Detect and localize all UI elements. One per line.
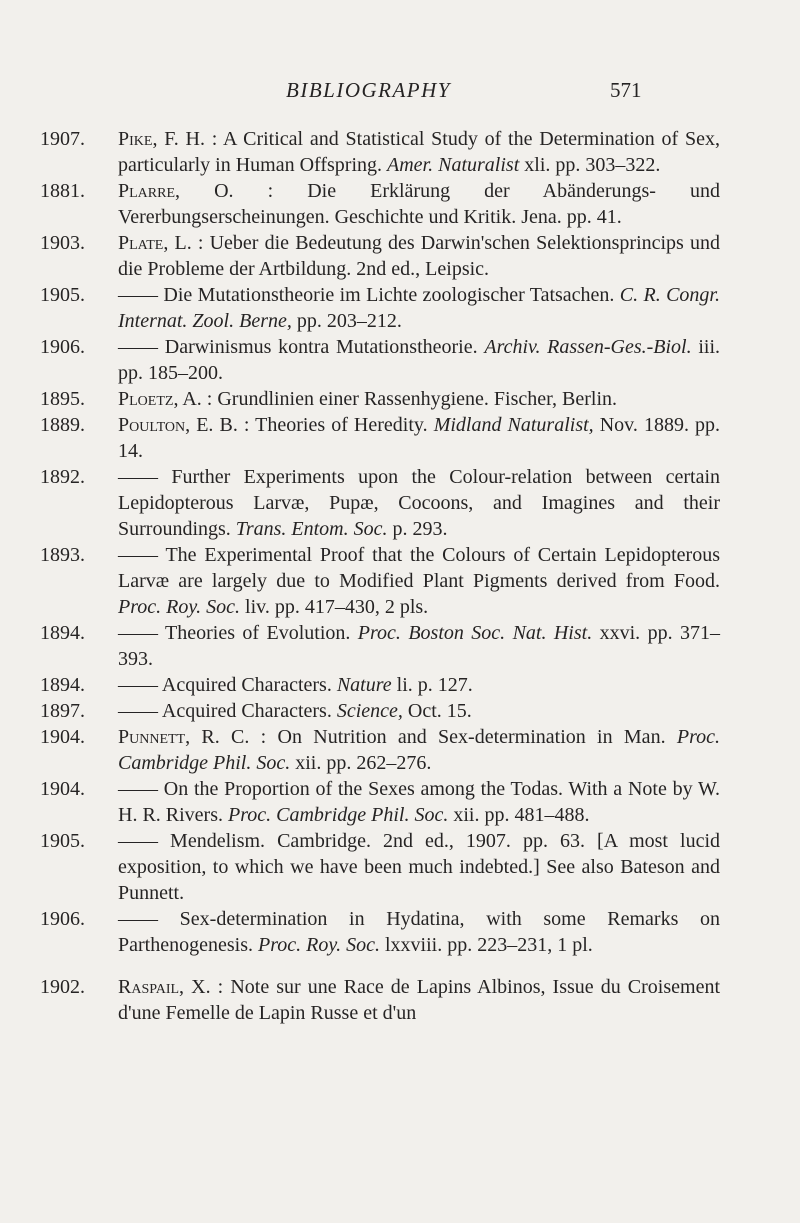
entry-text <box>118 776 720 828</box>
entry-text <box>118 828 720 906</box>
bibliography-entry <box>40 464 720 542</box>
entry-year: 1906. <box>40 908 85 930</box>
entry-separator: : <box>204 128 223 150</box>
entry-citation: xxvi. pp. 371–393. <box>118 622 720 670</box>
bibliography-entry <box>40 698 720 724</box>
entry-text <box>118 178 720 230</box>
entry-journal: C. R. Congr. Internat. Zool. Berne, <box>118 284 720 332</box>
entry-author: —— <box>118 622 158 644</box>
entry-author: —— <box>118 778 158 800</box>
entry-citation: xii. pp. 262–276. <box>290 752 432 774</box>
entry-citation: xli. pp. 303–322. <box>519 154 661 176</box>
entry-text <box>118 230 720 282</box>
bibliography-entry <box>40 906 720 958</box>
bibliography-entry <box>40 776 720 828</box>
entry-author: —— <box>118 336 158 358</box>
entry-body: On the Proportion of the Sexes among the Todas. With a Note by W. H. R. Rivers. <box>118 778 721 826</box>
entry-body: Die Mutationstheorie im Lichte zoologischer Tatsachen. <box>163 284 620 306</box>
entry-separator <box>158 908 180 930</box>
entry-author: —— <box>118 284 158 306</box>
entry-body: On Nutrition and Sex-determination in Man. <box>277 726 677 748</box>
entry-text <box>118 974 720 1026</box>
entry-separator <box>158 466 171 488</box>
entry-year: 1907. <box>40 128 85 150</box>
entry-text <box>118 126 720 178</box>
entry-journal: Science, <box>336 700 403 722</box>
entry-year: 1906. <box>40 336 85 358</box>
entry-author: Plarre, O. <box>118 180 234 202</box>
entry-text <box>118 282 720 334</box>
entry-text <box>118 620 720 672</box>
entry-year: 1905. <box>40 284 85 306</box>
entry-body: Darwinismus kontra Mutationstheorie. <box>164 336 485 358</box>
entry-year: 1904. <box>40 726 85 748</box>
entry-year: 1897. <box>40 700 85 722</box>
entry-text <box>118 542 720 620</box>
entry-body: Mendelism. Cambridge. 2nd ed., 1907. pp. 63. [A most lucid exposition, to which we have been much indebted.] See also Bateson and Punnett. <box>118 830 721 904</box>
running-head: BIBLIOGRAPHY <box>286 78 451 102</box>
entry-body: The Experimental Proof that the Colours of Certain Lepidopterous Larvæ are largely due to Modified Plant Pigments derived from Food. <box>118 544 721 592</box>
entry-citation: lxxviii. pp. 223–231, 1 pl. <box>380 934 593 956</box>
entry-body: Theories of Evolution. <box>165 622 358 644</box>
entry-year: 1903. <box>40 232 85 254</box>
entry-year: 1889. <box>40 414 85 436</box>
entry-year: 1892. <box>40 466 85 488</box>
entry-text <box>118 464 720 542</box>
entry-author: —— <box>118 544 158 566</box>
bibliography-entry <box>40 672 720 698</box>
entry-body: Further Experiments upon the Colour-relation between certain Lepidopterous Larvæ, Pupæ, Cocoons, and Imagines and their Surroundings. <box>118 466 720 540</box>
bibliography-entry <box>40 828 720 906</box>
entry-citation: iii. pp. 185–200. <box>118 336 721 384</box>
entry-body: Acquired Characters. <box>161 700 337 722</box>
entry-body: Acquired Characters. <box>161 674 337 696</box>
entry-separator <box>158 622 165 644</box>
entry-body: Sex-determination in Hydatina, with some Remarks on Parthenogenesis. <box>118 908 721 956</box>
entry-body: Note sur une Race de Lapins Albinos, Issue du Croisement d'une Femelle de Lapin Russe et d'un <box>118 976 721 1024</box>
entry-text <box>118 412 720 464</box>
entry-separator <box>158 336 165 358</box>
entry-journal: Midland Naturalist, <box>433 414 594 436</box>
entry-separator: : <box>249 726 278 748</box>
entry-year: 1895. <box>40 388 85 410</box>
entry-year: 1893. <box>40 544 85 566</box>
entry-author: —— <box>118 830 158 852</box>
entry-journal: Proc. Roy. Soc. <box>118 596 241 618</box>
bibliography-entry <box>40 724 720 776</box>
entry-journal: Trans. Entom. Soc. <box>235 518 388 540</box>
entry-author: —— <box>118 674 158 696</box>
bibliography-entry <box>40 620 720 672</box>
entry-body: Die Erklärung der Abänderungs- und Vererbungserscheinungen. Geschichte und Kritik. Jena. pp. 41. <box>118 180 720 228</box>
entry-year: 1894. <box>40 674 85 696</box>
entry-author: —— <box>118 908 158 930</box>
entry-journal: Amer. Naturalist <box>387 154 520 176</box>
entry-journal: Nature <box>336 674 392 696</box>
entry-text <box>118 334 720 386</box>
entry-author: Pike, F. H. <box>118 128 205 150</box>
page-number: 571 <box>610 78 642 102</box>
bibliography-list <box>40 126 720 1026</box>
entry-journal: Proc. Boston Soc. Nat. Hist. <box>357 622 593 644</box>
entry-text <box>118 672 720 698</box>
bibliography-entry <box>40 282 720 334</box>
entry-author: Raspail, X. <box>118 976 211 998</box>
entry-citation: Oct. 15. <box>402 700 472 722</box>
bibliography-entry <box>40 178 720 230</box>
entry-body: Grundlinien einer Rassenhygiene. Fischer, Berlin. <box>217 388 618 410</box>
entry-separator: : <box>201 388 218 410</box>
bibliography-entry <box>40 542 720 620</box>
entry-separator: : <box>210 976 231 998</box>
entry-author: Ploetz, A. <box>118 388 202 410</box>
entry-journal: Archiv. Rassen-Ges.-Biol. <box>484 336 692 358</box>
page-header <box>0 78 800 108</box>
entry-journal: Proc. Cambridge Phil. Soc. <box>118 726 720 774</box>
entry-body: Ueber die Bedeutung des Darwin'schen Selektionsprincips und die Probleme der Artbildung. 2nd ed., Leipsic. <box>118 232 720 280</box>
entry-separator: : <box>233 180 308 202</box>
entry-author: Poulton, E. B. <box>118 414 238 436</box>
entry-separator <box>158 830 170 852</box>
entry-author: Punnett, R. C. <box>118 726 250 748</box>
entry-year: 1902. <box>40 976 85 998</box>
entry-citation: liv. pp. 417–430, 2 pls. <box>240 596 429 618</box>
bibliography-entry <box>40 412 720 464</box>
bibliography-entry <box>40 974 720 1026</box>
bibliography-entry <box>40 230 720 282</box>
entry-text <box>118 386 720 412</box>
entry-year: 1894. <box>40 622 85 644</box>
bibliography-entry <box>40 126 720 178</box>
entry-author: Plate, L. <box>118 232 192 254</box>
entry-journal: Proc. Roy. Soc. <box>257 934 380 956</box>
entry-journal: Proc. Cambridge Phil. Soc. <box>228 804 449 826</box>
entry-separator: : <box>191 232 210 254</box>
entry-year: 1905. <box>40 830 85 852</box>
entry-year: 1881. <box>40 180 85 202</box>
bibliography-entry <box>40 386 720 412</box>
entry-text <box>118 906 720 958</box>
entry-year: 1904. <box>40 778 85 800</box>
entry-author: —— <box>118 466 158 488</box>
entry-text <box>118 724 720 776</box>
bibliography-entry <box>40 334 720 386</box>
entry-body: A Critical and Statistical Study of the Determination of Sex, particularly in Human Offspring. <box>118 128 720 176</box>
entry-citation: xii. pp. 481–488. <box>448 804 590 826</box>
entry-citation: Nov. 1889. pp. 14. <box>118 414 721 462</box>
entry-citation: li. p. 127. <box>391 674 473 696</box>
entry-author: —— <box>118 700 158 722</box>
entry-separator: : <box>237 414 256 436</box>
entry-citation: pp. 203–212. <box>291 310 402 332</box>
entry-text <box>118 698 720 724</box>
entry-citation: p. 293. <box>387 518 448 540</box>
entry-body: Theories of Heredity. <box>255 414 434 436</box>
